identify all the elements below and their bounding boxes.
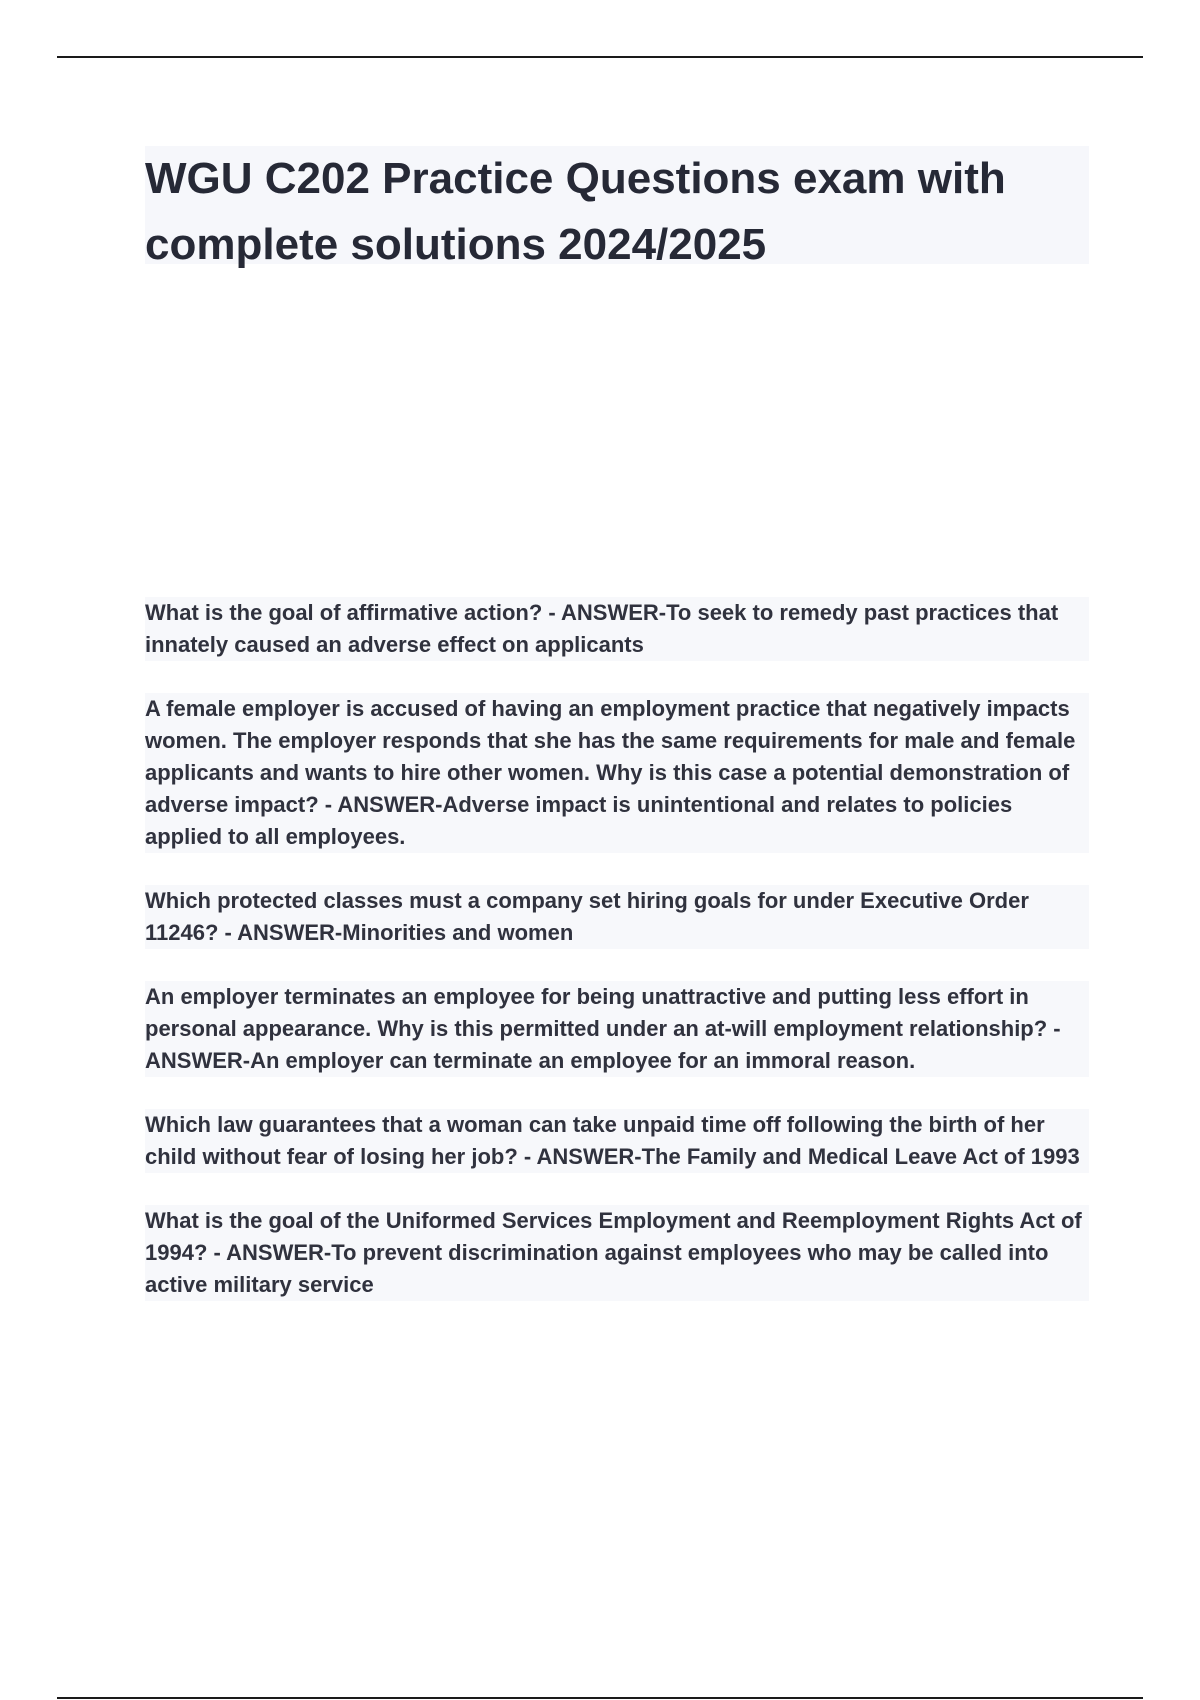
- header-rule: [57, 56, 1143, 58]
- title-block: [145, 146, 1089, 269]
- document-title: WGU C202 Practice Questions exam with complete solutions 2024/2025: [145, 154, 1006, 269]
- qa-item: Which protected classes must a company set hiring goals for under Executive Order 11246? - ANSWER-Minorities and women: [145, 885, 1089, 949]
- qa-item: Which law guarantees that a woman can take unpaid time off following the birth of her child without fear of losing her job? - ANSWER-The Family and Medical Leave Act of 1993: [145, 1109, 1089, 1173]
- qa-item: What is the goal of the Uniformed Services Employment and Reemployment Rights Act of 1994? - ANSWER-To prevent discrimination against employees who may be called into active military service: [145, 1205, 1089, 1301]
- qa-item: What is the goal of affirmative action? - ANSWER-To seek to remedy past practices that innately caused an adverse effect on applicants: [145, 597, 1089, 661]
- qa-item: An employer terminates an employee for being unattractive and putting less effort in personal appearance. Why is this permitted under an at-will employment relationship? - ANSWER-An employer can terminate an employee for an immoral reason.: [145, 981, 1089, 1077]
- footer-rule: [57, 1697, 1143, 1699]
- qa-list: [145, 597, 1089, 1333]
- qa-item: A female employer is accused of having an employment practice that negatively impacts women. The employer responds that she has the same requirements for male and female applicants and wants to hire other women. Why is this case a potential demonstration of adverse impact? - ANSWER-Adverse impact is unintentional and relates to policies applied to all employees.: [145, 693, 1089, 853]
